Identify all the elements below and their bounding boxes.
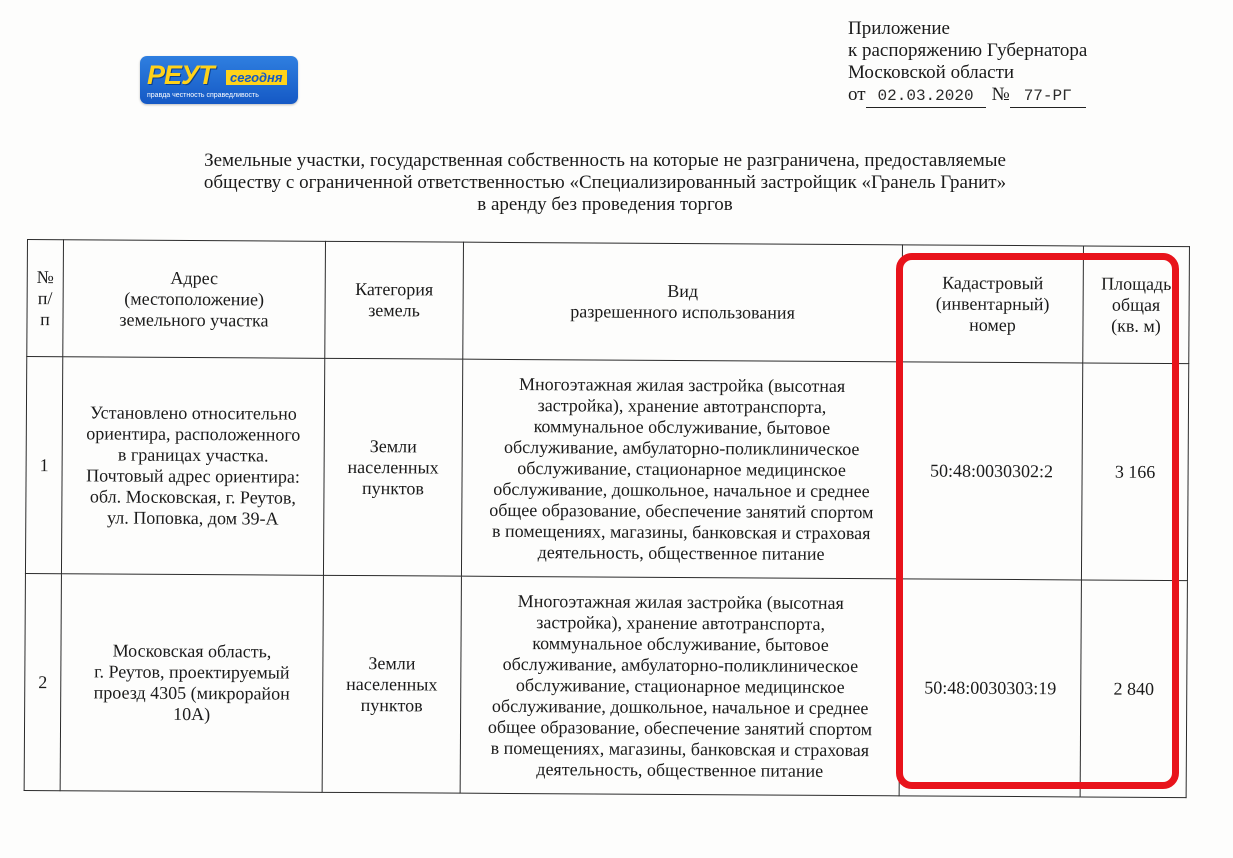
date-prefix: от [848,84,866,105]
appendix-line-3: Московской области [848,62,1015,83]
text-line: обслуживание, стационарное медицинское [515,674,845,697]
text-line: коммунальное обслуживание, бытовое [532,632,829,655]
text-line: обслуживание, амбулаторно-поликлиническое [503,436,860,459]
text-line: Многоэтажная жилая застройка (высотная [518,373,846,396]
text-line: пунктов [360,694,423,715]
text-line: Категория [355,279,434,300]
text-line: деятельность, общественное питание [536,758,824,781]
table-row [24,573,1187,797]
order-date: 02.03.2020 [866,85,986,108]
text-line: ул. Поповка, дом 39-А [106,507,279,529]
land-category-cell [323,358,462,576]
header-cell-address [63,240,326,359]
text-line: 10А) [173,703,211,725]
text-line: обслуживание, стационарное медицинское [517,457,846,480]
reut-segodnya-logo [140,56,298,104]
logo-brand-text: РЕУТ [147,60,214,90]
address-cell [60,574,323,793]
text-line: коммунальное обслуживание, бытовое [533,415,831,438]
cadastral-number-cell: 50:48:0030302:2 [900,362,1082,580]
table-row [25,357,1188,581]
title-line-2: обществу с ограниченной ответственностью «Специализированный застройщик «Гранель Гранит» [203,172,1007,193]
header-cell-total-area [1083,246,1190,364]
text-line: в границах участка. [117,444,269,466]
text-line: в помещениях, магазины, банковская и страховая [491,520,871,543]
text-line: (инвентарный) [935,293,1050,314]
title-line-3: в аренду без проведения торгов [477,194,733,215]
text-line: обслуживание, дошкольное, начальное и среднее [493,478,870,501]
text-line: Кадастровый [942,272,1044,293]
text-line: Земли [368,652,416,673]
order-number: 77-РГ [1010,85,1086,108]
title-line-1: Земельные участки, государственная собственность на которые не разграничена, предоставляемые [204,150,1006,171]
table-header-row [27,240,1190,364]
text-line: № [36,266,54,287]
text-line: Земли [369,435,417,456]
text-line: (кв. м) [1111,315,1161,336]
logo-tagline: правда честность справедливость [147,92,259,99]
document-title [140,150,1070,216]
text-line: Многоэтажная жилая застройка (высотная [517,590,844,613]
text-line: обслуживание, дошкольное, начальное и среднее [491,695,869,718]
text-line: населенных [347,456,439,478]
text-line: застройка), хранение автотранспорта, [536,611,826,634]
text-line: Площадь [1101,273,1172,294]
text-line: деятельность, общественное питание [537,541,825,564]
text-line: земельного участка [119,309,269,330]
text-line: г. Реутов, проектируемый [94,661,290,683]
appendix-header [848,18,1087,108]
text-line: пунктов [361,477,425,498]
text-line: застройка), хранение автотранспорта, [537,394,827,417]
permitted-use-cell [461,359,901,579]
text-line: Московская область, [112,640,272,662]
text-line: Адрес [170,267,219,288]
text-line: общая [1111,294,1161,315]
number-prefix: № [991,84,1010,105]
cadastral-number-cell: 50:48:0030303:19 [899,579,1081,797]
appendix-line-1: Приложение [848,18,950,39]
logo-today-badge: сегодня [226,70,287,85]
header-cell-cadastral-number [902,245,1084,363]
text-line: разрешенного использования [570,301,795,323]
text-line: п/п [37,287,53,329]
text-line: в помещениях, магазины, банковская и страховая [490,737,870,760]
text-line: общее образование, обеспечение занятий спортом [487,716,873,739]
text-line: обслуживание, амбулаторно-поликлиническое [502,653,859,676]
area-cell: 2 840 [1080,580,1187,798]
text-line: ориентира, расположенного [86,423,301,445]
text-line: (местоположение) [124,288,265,309]
text-line: Вид [667,280,699,302]
header-cell-category [325,241,464,359]
header-cell-number [27,240,64,357]
header-cell-permitted-use [463,242,903,362]
text-line: населенных [346,673,438,695]
area-cell: 3 166 [1081,363,1188,581]
land-plots-table [24,239,1190,798]
text-line: Почтовый адрес ориентира: [86,465,300,487]
land-category-cell [322,575,461,793]
text-line: обл. Московская, г. Реутов, [89,486,296,508]
text-line: проезд 4305 (микрорайон [93,682,290,704]
row-number-cell: 1 [25,357,62,574]
text-line: Установлено относительно [90,402,297,424]
row-number-cell: 2 [24,573,61,790]
appendix-line-2: к распоряжению Губернатора [848,40,1088,61]
text-line: общее образование, обеспечение занятий спортом [489,499,874,522]
address-cell [61,357,324,576]
text-line: номер [969,314,1016,335]
text-line: земель [368,300,420,321]
order-date-number-line [848,84,1087,108]
permitted-use-cell [460,576,900,796]
